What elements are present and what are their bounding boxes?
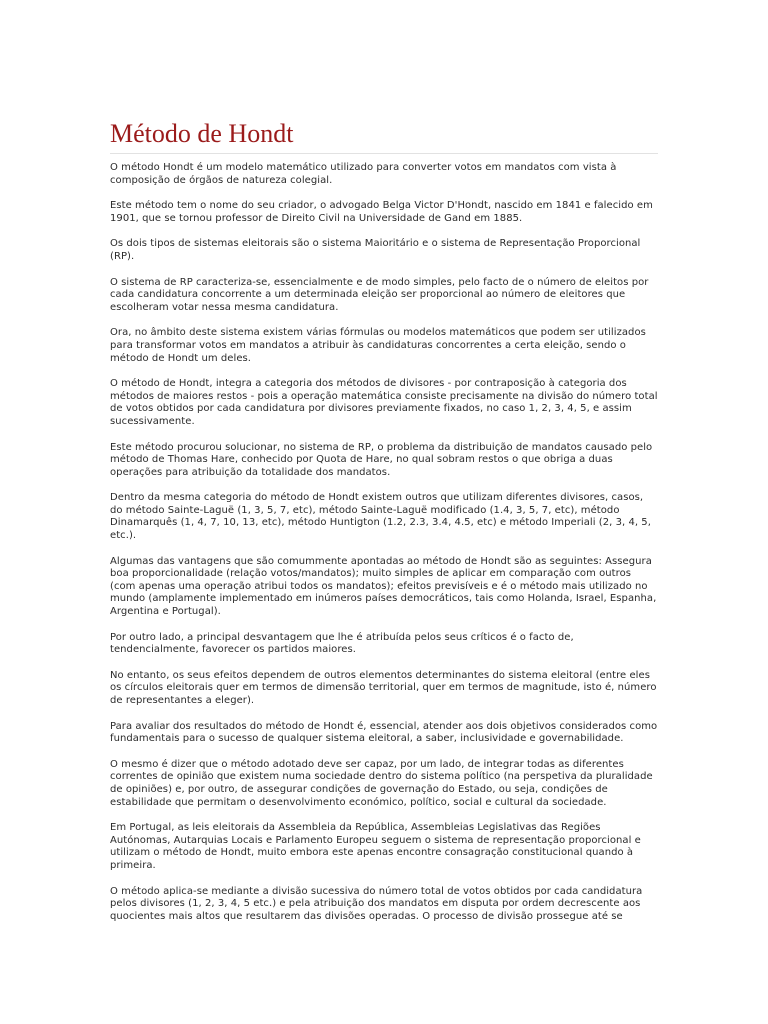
paragraph-5: Ora, no âmbito deste sistema existem várias fórmulas ou modelos matemáticos que podem ser utilizados para transformar votos em mandatos a atribuir às candidaturas concorrentes a certa eleição, sendo o método de Hondt um deles. [110, 327, 646, 364]
paragraph-3: Os dois tipos de sistemas eleitorais são o sistema Maioritário e o sistema de Representação Proporcional (RP). [110, 238, 641, 262]
paragraph-6: O método de Hondt, integra a categoria dos métodos de divisores - por contraposição à categoria dos métodos de maiores restos - pois a operação matemática consiste precisamente na divisão do número total de votos obtidos por cada candidatura por divisores previamente fixados, no caso 1, 2, 3, 4, 5, e assim sucessivamente. [110, 378, 658, 427]
paragraph-13: O mesmo é dizer que o método adotado deve ser capaz, por um lado, de integrar todas as diferentes correntes de opinião que existem numa sociedade dentro do sistema político (na perspetiva da pluralidade de opiniões) e, por outro, de assegurar condições de governação do Estado, ou seja, condições de estabilidade que permitam o desenvolvimento económico, político, social e cultural da sociedade. [110, 758, 653, 808]
paragraph-12: Para avaliar dos resultados do método de Hondt é, essencial, atender aos dois objetivos considerados como fundamentais para o sucesso de qualquer sistema eleitoral, a saber, inclusividade e governabilidade. [110, 720, 658, 745]
paragraph-8: Dentro da mesma categoria do método de Hondt existem outros que utilizam diferentes divisores, casos, do método Sainte-Laguë (1, 3, 5, 7, etc), método Sainte-Laguë modificado (1.4, 3, 5, 7, etc), método Dinamarquês (1, 4, 7, 10, 13, etc), método Huntigton (1.2, 2.3, 3.4, 4.5, etc) e método Imperiali (2, 3, 4, 5, etc.). [110, 492, 651, 542]
paragraph-7: Este método procurou solucionar, no sistema de RP, o problema da distribuição de mandatos causado pelo método de Thomas Hare, conhecido por Quota de Hare, no qual sobram restos o que obriga a duas operações para atribuição da totalidade dos mandatos. [110, 441, 653, 478]
paragraph-4: O sistema de RP caracteriza-se, essencialmente e de modo simples, pelo facto de o número de eleitos por cada candidatura concorrente a um determinada eleição ser proporcional ao número de eleitores que escolheram votar nessa mesma candidatura. [110, 276, 649, 313]
paragraph-11: No entanto, os seus efeitos dependem de outros elementos determinantes do sistema eleitoral (entre eles os círculos eleitorais quer em termos de dimensão territorial, quer em termos de magnitude, isto é, número de representantes a eleger). [110, 669, 657, 706]
paragraph-9: Algumas das vantagens que são comummente apontadas ao método de Hondt são as seguintes: Assegura boa proporcionalidade (relação votos/mandatos); muito simples de aplicar em comparação com outros (com apenas uma operação atribui todos os mandatos); efeitos previsíveis e é o método mais utilizado no mundo (amplamente implementado em inúmeros países democráticos, tais como Holanda, Israel, Espanha, Argentina e Portugal). [110, 555, 657, 618]
page-title: Método de Hondt [110, 118, 658, 154]
document-page [110, 118, 658, 936]
paragraph-15: O método aplica-se mediante a divisão sucessiva do número total de votos obtidos por cada candidatura pelos divisores (1, 2, 3, 4, 5 etc.) e pela atribuição dos mandatos em disputa por ordem decrescente aos quocientes mais altos que resultarem das divisões operadas. O processo de divisão prossegue até se [110, 885, 643, 922]
document-body [110, 162, 658, 923]
paragraph-14: Em Portugal, as leis eleitorais da Assembleia da República, Assembleias Legislativas das Regiões Autónomas, Autarquias Locais e Parlamento Europeu seguem o sistema de representação proporcional e utilizam o método de Hondt, muito embora este apenas encontre consagração constitucional quando à primeira. [110, 822, 641, 871]
paragraph-10: Por outro lado, a principal desvantagem que lhe é atribuída pelos seus críticos é o facto de, tendencialmente, favorecer os partidos maiores. [110, 631, 574, 656]
paragraph-1: O método Hondt é um modelo matemático utilizado para converter votos em mandatos com vista à composição de órgãos de natureza colegial. [110, 162, 617, 186]
paragraph-2: Este método tem o nome do seu criador, o advogado Belga Victor D'Hondt, nascido em 1841 e falecido em 1901, que se tornou professor de Direito Civil na Universidade de Gand em 1885. [110, 200, 653, 224]
